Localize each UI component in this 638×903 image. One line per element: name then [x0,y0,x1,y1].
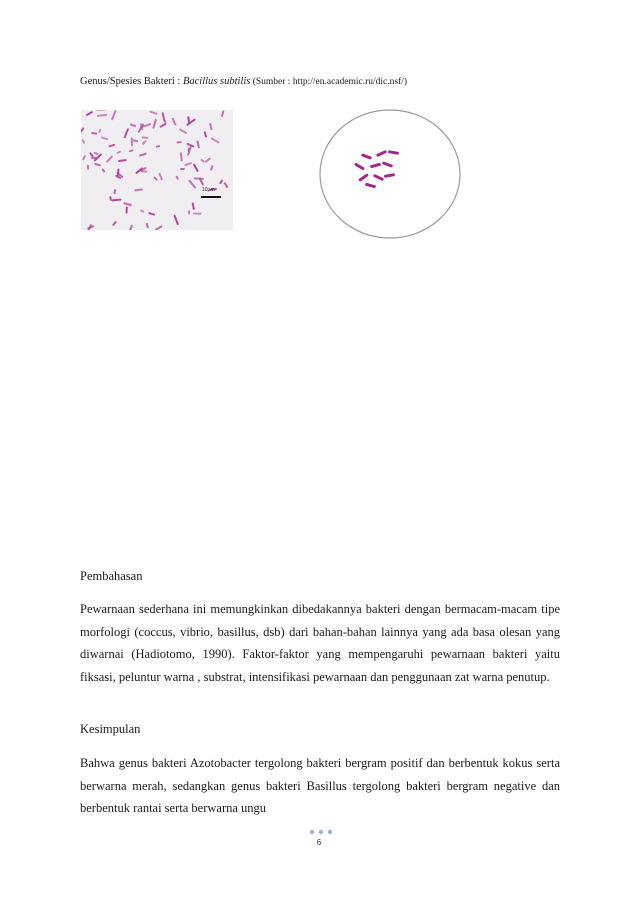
bacterium-rod [210,165,214,171]
bacterium-rod [142,136,149,139]
bacterium-rod [81,127,85,135]
bacterium-rod [221,110,225,117]
bacterium-rod [193,213,202,215]
bacterium-rod [153,176,158,181]
bacterium-rod [82,155,86,161]
bacterium-rod [210,137,219,144]
bacterium-rod [111,198,121,201]
bacterium-rod [154,225,162,230]
bacterium-rod [140,209,145,213]
bacterium-rod [128,225,133,230]
bacterium-rod [184,162,192,166]
bacterium-rod [116,151,121,155]
bacterium-rod [175,175,179,180]
bacterium-rod [81,139,85,144]
bacterium-rod [129,149,134,152]
bacterium-rod [132,139,138,142]
footer-dot [328,830,332,834]
drawn-rod [388,150,399,155]
bacterium-rod [177,141,182,143]
bacterium-rod [186,118,196,126]
drawing-svg [318,108,462,240]
bacterium-rod [139,153,147,157]
drawn-rod [384,173,395,178]
drawn-rod [382,161,393,168]
drawn-rod [361,153,372,160]
bacterium-rod [108,144,115,148]
bacterium-rod [148,212,155,216]
bacterium-rod [200,159,205,163]
bacterium-rod [142,140,147,145]
pembahasan-heading: Pembahasan [80,569,143,583]
bacterium-rod [86,111,94,117]
caption-species: Bacillus subtilis [182,76,251,87]
bacterium-rod [196,140,200,149]
bacterium-rod [123,202,132,206]
bacterium-rod [192,202,195,210]
caption-prefix: Genus/Spesies Bakteri : [80,76,183,87]
bacterium-rod [219,179,223,184]
bacterium-rod [131,137,133,146]
bacterium-rod [188,179,196,188]
bacterium-rod [94,152,99,156]
scale-bar [201,196,221,198]
drawn-rod [358,173,369,182]
drawn-rod [365,183,376,189]
caption-source: (Sumber : http://en.academic.ru/dic.nsf/) [250,77,408,87]
bacterium-rod [130,123,137,127]
bacterium-rod [180,168,185,170]
bacterium-rod [173,215,179,226]
bacterium-rod [224,182,229,188]
bacterium-rod [152,119,157,129]
bacterium-rod [146,223,149,229]
footer-dot [310,830,314,834]
bacterium-rod [109,196,112,201]
drawn-rod [370,163,381,169]
micrograph-rods [81,110,233,230]
bacterium-rod [156,145,160,148]
footer-dot [319,830,323,834]
bacterium-rod [97,114,108,117]
bacterium-rod [209,123,213,131]
bacterium-rod [91,132,97,135]
bacterium-rod [101,168,105,173]
bacterium-rod [112,221,117,227]
drawn-rod [373,174,384,181]
bacterium-rod [159,123,166,128]
bacterium-rod [111,110,117,120]
bacterium-rod [193,163,199,172]
page-number: 6 [316,838,322,847]
bacterium-rod [149,110,158,114]
bacterium-rod [91,157,97,159]
bacterium-rod [141,170,147,173]
bacterium-rod [134,188,143,191]
bacterium-rod [125,206,127,213]
bacterium-rod [205,157,212,163]
drawn-rod [376,150,387,157]
bacterium-rod [118,159,127,162]
bacterium-rod [204,131,208,138]
bacterium-rod [158,172,163,180]
bacterium-rod [113,189,116,194]
bacterium-rod [89,152,94,158]
bacterium-rod [188,210,190,214]
figure-caption [80,76,407,87]
bacterium-rod [94,163,101,167]
bacterium-rod [194,177,204,180]
bacterium-rod [98,129,101,133]
bacterium-rod [179,128,188,134]
bacillus-drawing [318,108,462,240]
bacterium-rod [101,136,108,140]
bacterium-rod [106,155,113,163]
bacterium-rod [87,165,89,170]
kesimpulan-paragraph: Bahwa genus bakteri Azotobacter tergolong bakteri bergram positif dan berbentuk kokus serta berwarna merah, sedangkan genus bakteri Basillus tergolong bakteri bergram negative dan berbentuk rantai serta berwarna ungu [80,756,560,816]
bacterium-rod [171,117,176,126]
bacterium-rod [96,110,106,111]
bacterium-rod [188,148,190,152]
bacterium-rod [187,116,190,123]
pembahasan-paragraph: Pewarnaan sederhana ini memungkinkan dibedakannya bakteri dengan bermacam-macam tipe morfologi (coccus, vibrio, basillus, dsb) dari bahan-bahan lainnya yang ada basa olesan yang diwarnai (Hadiotomo, 1990). Faktor-faktor yang mempengaruhi pewarnaan bakteri yaitu fiksasi, peluntur warna , substrat, intensifikasi pewarnaan dan penggunaan zat warna penutup. [80,602,560,684]
scale-bar-label: 10µm [202,187,215,193]
kesimpulan-heading: Kesimpulan [80,722,141,736]
bacterium-rod [161,112,165,122]
bacterium-rod [180,152,183,161]
drawn-rod [354,162,365,170]
bacterium-rod [123,128,129,138]
footer-dots [309,829,333,835]
bacillus-micrograph [81,110,233,230]
